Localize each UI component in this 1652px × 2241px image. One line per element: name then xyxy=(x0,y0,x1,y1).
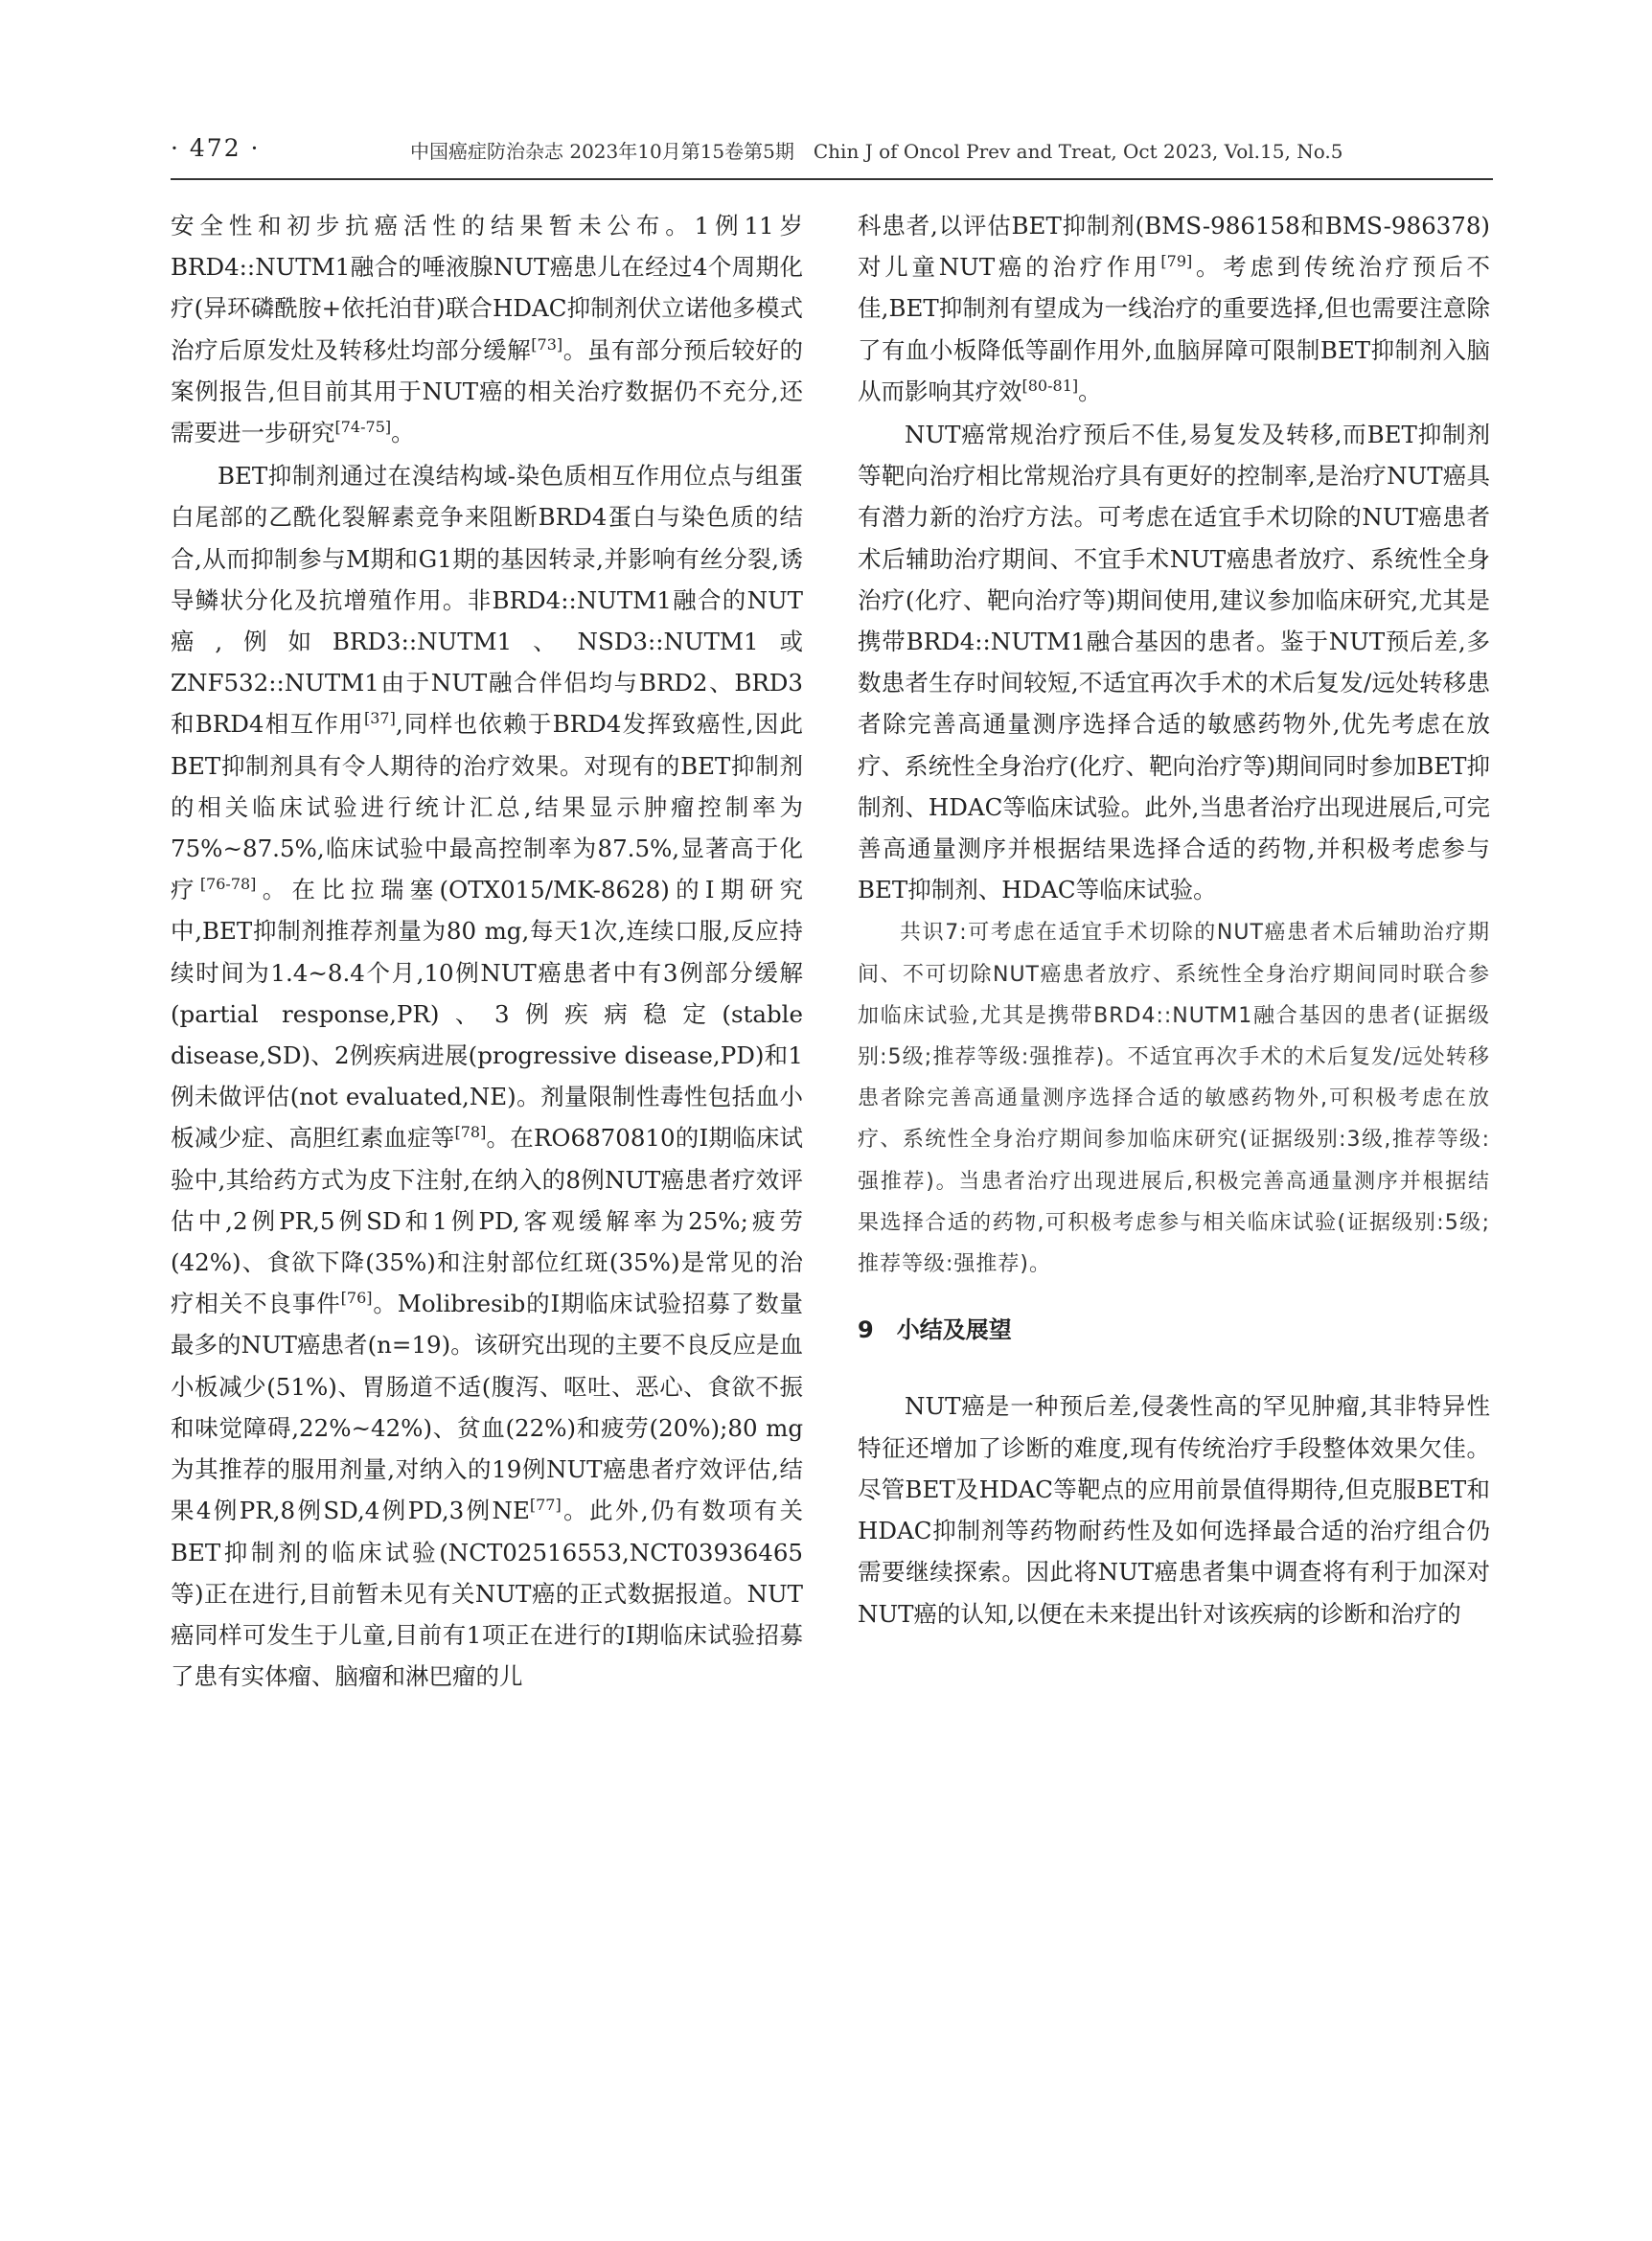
paragraph xyxy=(171,205,803,453)
body-text: 。虽有部分预后较好的案例报告,但目前其用于NUT癌的相关治疗数据仍不充分,还需要进一步研究 xyxy=(171,335,804,447)
body-text: 。 xyxy=(1078,377,1102,405)
body-text: 。Molibresib的I期临床试验招募了数量最多的NUT癌患者(n=19)。该研究出现的主要不良反应是血小板减少(51%)、胃肠道不适(腹泻、呕吐、恶心、食欲不振和味觉障碍,22%~42%)、贫血(22%)和疲劳(20%);80 mg为其推荐的服用剂量,对纳入的19例NUT癌患者疗效评估,结果4例PR,8例SD,4例PD,3例NE xyxy=(171,1290,804,1525)
page-number: · 472 · xyxy=(171,134,261,162)
body-text: 。 xyxy=(391,419,415,447)
citation: [73] xyxy=(531,334,563,354)
body-text: 。在RO6870810的Ⅰ期临床试验中,其给药方式为皮下注射,在纳入的8例NUT癌患者疗效评估中,2例PR,5例SD和1例PD,客观缓解率为25%;疲劳(42%)、食欲下降(35%)和注射部位红斑(35%)是常见的治疗相关不良事件 xyxy=(171,1124,804,1318)
paragraph: NUT癌是一种预后差,侵袭性高的罕见肿瘤,其非特异性特征还增加了诊断的难度,现有传统治疗手段整体效果欠佳。尽管BET及HDAC等靶点的应用前景值得期待,但克服BET和HDAC抑制剂等药物耐药性及如何选择最合适的治疗组合仍需要继续探索。因此将NUT癌患者集中调查将有利于加深对NUT癌的认知,以便在未来提出针对该疾病的诊断和治疗的 xyxy=(858,1392,1490,1628)
body-text: 。在比拉瑞塞(OTX015/MK-8628)的I期研究中,BET抑制剂推荐剂量为80 mg,每天1次,连续口服,反应持续时间为1.4~8.4个月,10例NUT癌患者中有3例部分缓解(partial response,PR)、3例疾病稳定(stable disease,SD)、2例疾病进展(progressive disease,PD)和1例未做评估(not evaluated,NE)。剂量限制性毒性包括血小板减少症、高胆红素血症等 xyxy=(171,876,804,1153)
citation: [76-78] xyxy=(199,875,257,894)
citation: [78] xyxy=(454,1123,487,1142)
right-column xyxy=(858,205,1490,1635)
paragraph: NUT癌常规治疗预后不佳,易复发及转移,而BET抑制剂等靶向治疗相比常规治疗具有更好的控制率,是治疗NUT癌具有潜力新的治疗方法。可考虑在适宜手术切除的NUT癌患者术后辅助治疗期间、不宜手术NUT癌患者放疗、系统性全身治疗(化疗、靶向治疗等)期间使用,建议参加临床研究,尤其是携带BRD4::NUTM1融合基因的患者。鉴于NUT预后差,多数患者生存时间较短,不适宜再次手术的术后复发/远处转移患者除完善高通量测序选择合适的敏感药物外,优先考虑在放疗、系统性全身治疗(化疗、靶向治疗等)期间同时参加BET抑制剂、HDAC等临床试验。此外,当患者治疗出现进展后,可完善高通量测序并根据结果选择合适的药物,并积极考虑参与BET抑制剂、HDAC等临床试验。 xyxy=(858,421,1490,904)
citation: [74-75] xyxy=(334,417,392,436)
citation: [76] xyxy=(340,1289,373,1308)
citation: [79] xyxy=(1160,252,1193,271)
body-text: 。考虑到传统治疗预后不佳,BET抑制剂有望成为一线治疗的重要选择,但也需要注意除了有血小板降低等副作用外,血脑屏障可限制BET抑制剂入脑从而影响其疗效 xyxy=(858,253,1490,405)
consensus-statement: 共识7:可考虑在适宜手术切除的NUT癌患者术后辅助治疗期间、不可切除NUT癌患者放疗、系统性全身治疗期间同时联合参加临床试验,尤其是携带BRD4::NUTM1融合基因的患者(证据级别:5级;推荐等级:强推荐)。不适宜再次手术的术后复发/远处转移患者除完善高通量测序选择合适的敏感药物外,可积极考虑在放疗、系统性全身治疗期间参加临床研究(证据级别:3级,推荐等级:强推荐)。当患者治疗出现进展后,积极完善高通量测序并根据结果选择合适的药物,可积极考虑参与相关临床试验(证据级别:5级;推荐等级:强推荐)。 xyxy=(858,921,1490,1277)
citation: [37] xyxy=(363,709,396,728)
body-text: ,同样也依赖于BRD4发挥致癌性,因此BET抑制剂具有令人期待的治疗效果。对现有的BET抑制剂的相关临床试验进行统计汇总,结果显示肿瘤控制率为75%~87.5%,临床试验中最高控制率为87.5%,显著高于化疗 xyxy=(171,710,803,904)
citation: [80-81] xyxy=(1021,376,1079,395)
body-text: BET抑制剂通过在溴结构域-染色质相互作用位点与组蛋白尾部的乙酰化裂解素竞争来阻断BRD4蛋白与染色质的结合,从而抑制参与M期和G1期的基因转录,并影响有丝分裂,诱导鳞状分化及抗增殖作用。非BRD4::NUTM1融合的NUT癌,例如BRD3::NUTM1、NSD3::NUTM1或ZNF532::NUTM1由于NUT融合伴侣均与BRD2、BRD3和BRD4相互作用 xyxy=(171,462,803,739)
header-rule xyxy=(171,178,1493,180)
citation: [77] xyxy=(529,1496,562,1515)
left-column xyxy=(171,205,803,1697)
page-header xyxy=(171,134,1493,176)
section-heading: 9 小结及展望 xyxy=(858,1316,1012,1344)
body-text: 安全性和初步抗癌活性的结果暂未公布。1例11岁BRD4::NUTM1融合的唾液腺NUT癌患儿在经过4个周期化疗(异环磷酰胺+依托泊苷)联合HDAC抑制剂伏立诺他多模式治疗后原发灶及转移灶均部分缓解 xyxy=(171,212,803,364)
body-text: 。此外,仍有数项有关BET抑制剂的临床试验(NCT02516553,NCT03936465等)正在进行,目前暂未见有关NUT癌的正式数据报道。NUT癌同样可发生于儿童,目前有1项正在进行的I期临床试验招募了患有实体瘤、脑瘤和淋巴瘤的儿 xyxy=(171,1497,803,1691)
journal-citation: 中国癌症防治杂志 2023年10月第15卷第5期 Chin J of Oncol Prev and Treat, Oct 2023, Vol.15, No.5 xyxy=(410,140,1343,163)
paragraph xyxy=(171,455,803,1697)
body-text: 科患者,以评估BET抑制剂(BMS-986158和BMS-986378)对儿童NUT癌的治疗作用 xyxy=(858,212,1490,282)
paragraph xyxy=(858,205,1490,412)
